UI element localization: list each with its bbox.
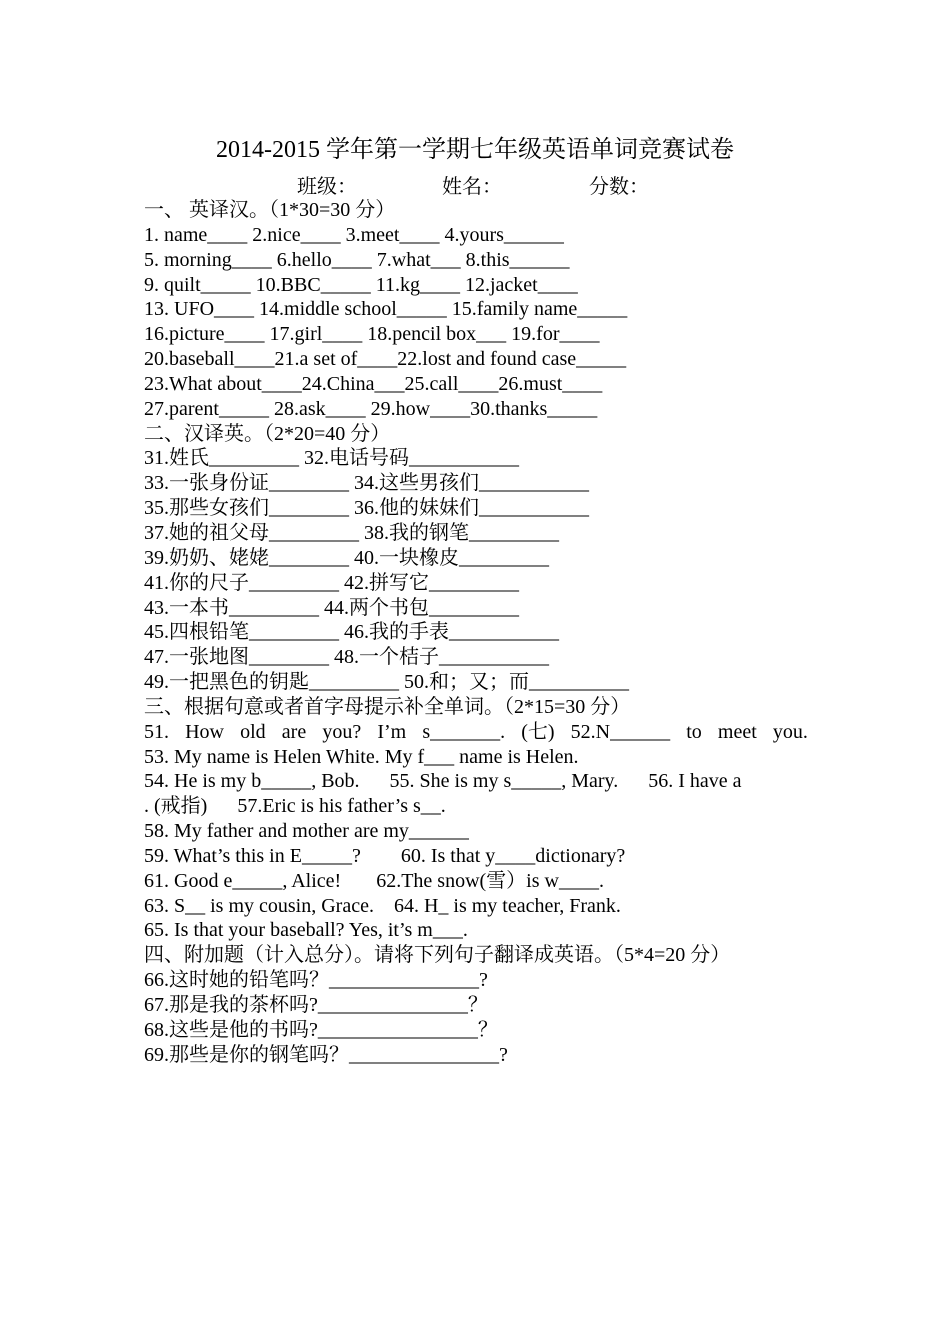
- question-line: 5. morning____ 6.hello____ 7.what___ 8.this______: [144, 248, 570, 271]
- question-line: 43.一本书_________ 44.两个书包_________: [144, 596, 519, 619]
- score-label: 分数：: [589, 176, 649, 198]
- question-line: 41.你的尺子_________ 42.拼写它_________: [144, 571, 519, 594]
- question-line: . (戒指) 57.Eric is his father’s s__.: [144, 795, 446, 818]
- word: 52.N______: [570, 720, 671, 743]
- question-line: 33.一张身份证________ 34.这些男孩们___________: [144, 472, 589, 495]
- question-line: 68.这些是他的书吗?________________？: [144, 1018, 498, 1041]
- word: s_______.: [422, 720, 506, 743]
- exam-body: [144, 198, 808, 1068]
- question-line-51-52: [144, 720, 808, 745]
- question-line: 66.这时她的铅笔吗？_______________?: [144, 969, 488, 992]
- question-line: 63. S__ is my cousin, Grace. 64. H_ is my teacher, Frank.: [144, 894, 621, 917]
- exam-title: 2014-2015 学年第一学期七年级英语单词竞赛试卷: [216, 137, 734, 163]
- section-4-heading: 四、附加题（计入总分）。请将下列句子翻译成英语。（5*4=20 分）: [144, 944, 731, 967]
- word: to: [686, 720, 702, 743]
- section-3-heading: 三、根据句意或者首字母提示补全单词。（2*15=30 分）: [144, 695, 631, 718]
- question-line: 35.那些女孩们________ 36.他的妹妹们___________: [144, 497, 589, 520]
- name-label: 姓名：: [442, 176, 502, 198]
- word: old: [240, 720, 266, 743]
- word: I’m: [377, 720, 407, 743]
- question-line: 13. UFO____ 14.middle school_____ 15.family name_____: [144, 298, 628, 321]
- class-label: 班级：: [297, 176, 357, 198]
- question-line: 49.一把黑色的钥匙_________ 50.和；又；而__________: [144, 671, 629, 694]
- question-line: 58. My father and mother are my______: [144, 820, 469, 843]
- word: you?: [322, 720, 362, 743]
- question-line: 54. He is my b_____, Bob. 55. She is my s_____, Mary. 56. I have a: [144, 770, 742, 793]
- question-line: 37.她的祖父母_________ 38.我的钢笔_________: [144, 521, 559, 544]
- question-line: 1. name____ 2.nice____ 3.meet____ 4.yours______: [144, 223, 564, 246]
- word: 51.: [144, 720, 169, 743]
- word: (七): [521, 720, 555, 743]
- word: How: [185, 720, 224, 743]
- question-line: 53. My name is Helen White. My f___ name is Helen.: [144, 745, 579, 768]
- question-line: 9. quilt_____ 10.BBC_____ 11.kg____ 12.jacket____: [144, 273, 578, 296]
- student-info-row: [0, 173, 950, 201]
- section-2-heading: 二、汉译英。（2*20=40 分）: [144, 422, 391, 445]
- section-1-heading: 一、 英译汉。（1*30=30 分）: [144, 199, 396, 221]
- question-line: 31.姓氏_________ 32.电话号码___________: [144, 447, 519, 470]
- word: meet: [717, 720, 757, 743]
- question-line: 39.奶奶、姥姥________ 40.一块橡皮_________: [144, 546, 549, 569]
- question-line: 47.一张地图________ 48.一个桔子___________: [144, 646, 549, 669]
- question-line: 67.那是我的茶杯吗?_______________？: [144, 994, 488, 1016]
- question-line: 23.What about____24.China___25.call____26.must____: [144, 372, 603, 395]
- question-line: 69.那些是你的钢笔吗？_______________?: [144, 1043, 508, 1066]
- question-line: 61. Good e_____, Alice! 62.The snow(雪）is w____.: [144, 869, 604, 892]
- question-line: 65. Is that your baseball? Yes, it’s m___.: [144, 919, 468, 942]
- question-line: 45.四根铅笔_________ 46.我的手表___________: [144, 621, 559, 644]
- question-line: 27.parent_____ 28.ask____ 29.how____30.thanks_____: [144, 397, 598, 420]
- word: you.: [772, 720, 808, 743]
- question-line: 16.picture____ 17.girl____ 18.pencil box___ 19.for____: [144, 323, 600, 346]
- question-line: 59. What’s this in E_____? 60. Is that y____dictionary?: [144, 844, 626, 867]
- question-line: 20.baseball____21.a set of____22.lost and found case_____: [144, 348, 627, 371]
- word: are: [281, 720, 307, 743]
